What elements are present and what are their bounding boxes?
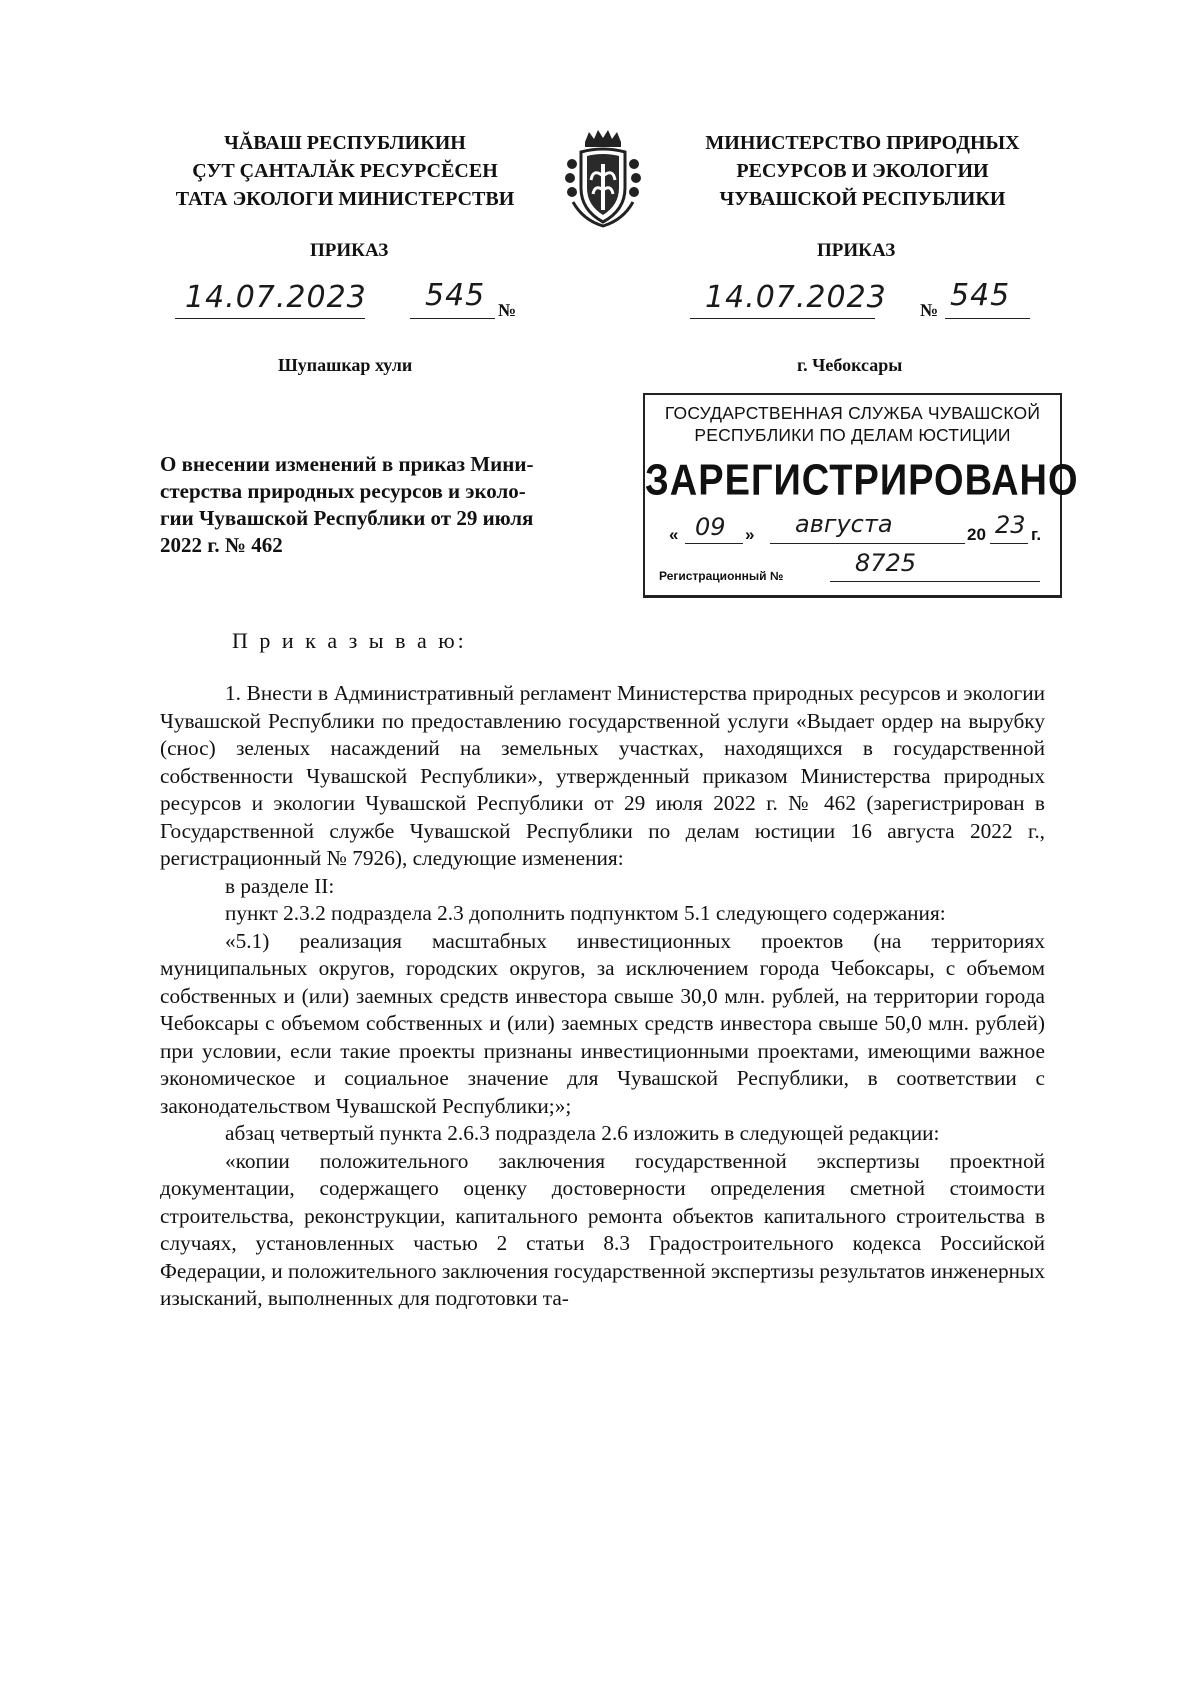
stamp-year-underline xyxy=(990,543,1028,544)
header-left-ministry-chuvash xyxy=(160,129,530,213)
right-number-underline xyxy=(945,318,1030,319)
header-right-ministry-russian xyxy=(685,129,1040,213)
stamp-month-underline xyxy=(770,543,965,544)
left-date-underline xyxy=(175,318,365,319)
header-left-line-3: ТАТА ЭКОЛОГИ МИНИСТЕРСТВИ xyxy=(175,188,515,210)
stamp-organization xyxy=(645,402,1060,446)
right-order-number: 545 xyxy=(950,278,1011,313)
title-line-2: стерства природных ресурсов и эколо- xyxy=(160,479,526,503)
left-order-date: 14.07.2023 xyxy=(185,280,367,315)
stamp-month: августа xyxy=(795,510,893,538)
right-date-underline xyxy=(690,318,875,319)
stamp-registration-number: 8725 xyxy=(855,549,917,577)
header-left-line-2: ÇУТ ÇАНТАЛĂК РЕСУРСĔСЕН xyxy=(192,160,498,182)
title-line-1: О внесении изменений в приказ Мини- xyxy=(160,452,534,476)
document-title xyxy=(160,451,610,559)
stamp-org-line-2: РЕСПУБЛИКИ ПО ДЕЛАМ ЮСТИЦИИ xyxy=(694,425,1011,445)
body-paragraph-1: 1. Внести в Административный регламент Министерства природных ресурсов и экологии Чувашской Республики по предоставлению государственной услуги «Выдает ордер на вырубку (снос) зеленых насаждений на земельных участках, находящихся в государственной собственности Чувашской Республики», утвержденный приказом Министерства природных ресурсов и экологии Чувашской Республики от 29 июля 2022 г. № 462 (зарегистрирован в Государственной службе Чувашской Республики по делам юстиции 16 августа 2022 г., регистрационный № 7926), следующие изменения: xyxy=(160,681,1045,870)
header-right-line-1: МИНИСТЕРСТВО ПРИРОДНЫХ xyxy=(705,132,1020,154)
body-paragraph-5: абзац четвертый пункта 2.6.3 подраздела 2.6 изложить в следующей редакции: xyxy=(225,1121,940,1145)
header-left-line-1: ЧĂВАШ РЕСПУБЛИКИН xyxy=(224,132,466,154)
stamp-year-unit: г. xyxy=(1031,525,1042,544)
stamp-day: 09 xyxy=(695,513,726,541)
body-paragraph-4: «5.1) реализация масштабных инвестиционных проектов (на территориях муниципальных округов, городских округов, за исключением города Чебоксары, с объемом собственных и (или) заемных средств инвестора свыше 30,0 млн. рублей, на территории города Чебоксары с объемом собственных и (или) заемных средств инвестора свыше 50,0 млн. рублей) при условии, если такие проекты признаны инвестиционными проектами, имеющими важное экономическое и социальное значение для Чувашской Республики, в соответствии с законодательством Чувашской Республики;»; xyxy=(160,928,1045,1118)
left-number-underline xyxy=(410,318,495,319)
body-paragraph-2: в разделе II: xyxy=(225,873,335,898)
stamp-day-underline xyxy=(685,543,743,544)
header-right-line-3: ЧУВАШСКОЙ РЕСПУБЛИКИ xyxy=(719,188,1006,210)
left-order-number: 545 xyxy=(425,278,486,313)
chuvash-coat-of-arms-icon xyxy=(563,128,643,230)
stamp-registration-underline xyxy=(830,581,1040,582)
title-line-4: 2022 г. № 462 xyxy=(160,533,283,557)
right-order-date: 14.07.2023 xyxy=(705,280,887,315)
order-word: П р и к а з ы в а ю: xyxy=(232,628,467,653)
body-paragraph-3: пункт 2.3.2 подраздела 2.3 дополнить подпунктом 5.1 следующего содержания: xyxy=(225,901,946,925)
header-right-line-2: РЕСУРСОВ И ЭКОЛОГИИ xyxy=(736,160,989,182)
right-number-sign: № xyxy=(920,300,939,320)
stamp-registration-label: Регистрационный № xyxy=(659,569,784,583)
city-russian: г. Чебоксары xyxy=(797,355,903,375)
stamp-quote-open: « xyxy=(669,525,679,544)
stamp-year-prefix: 20 xyxy=(967,525,986,544)
city-chuvash: Шупашкар хули xyxy=(278,355,413,375)
title-line-3: гии Чувашской Республики от 29 июля xyxy=(160,506,534,530)
body-paragraph-6: «копии положительного заключения государственной экспертизы проектной документации, содержащего оценку достоверности определения сметной стоимости строительства, реконструкции, капитального ремонта объектов капитального строительства в случаях, установленных частью 2 статьи 8.3 Градостроительного кодекса Российской Федерации, и положительного заключения государственной экспертизы результатов инженерных изысканий, выполненных для подготовки та- xyxy=(160,1148,1046,1310)
document-body xyxy=(160,680,1045,1313)
stamp-registered-label: ЗАРЕГИСТРИРОВАНО xyxy=(645,456,1079,506)
stamp-year-suffix: 23 xyxy=(995,511,1026,539)
stamp-org-line-1: ГОСУДАРСТВЕННАЯ СЛУЖБА ЧУВАШСКОЙ xyxy=(664,403,1041,423)
registration-stamp xyxy=(643,393,1079,598)
stamp-quote-close: » xyxy=(745,525,755,544)
order-label-right: ПРИКАЗ xyxy=(817,240,896,261)
order-label-left: ПРИКАЗ xyxy=(310,240,389,261)
left-number-sign: № xyxy=(498,300,517,320)
